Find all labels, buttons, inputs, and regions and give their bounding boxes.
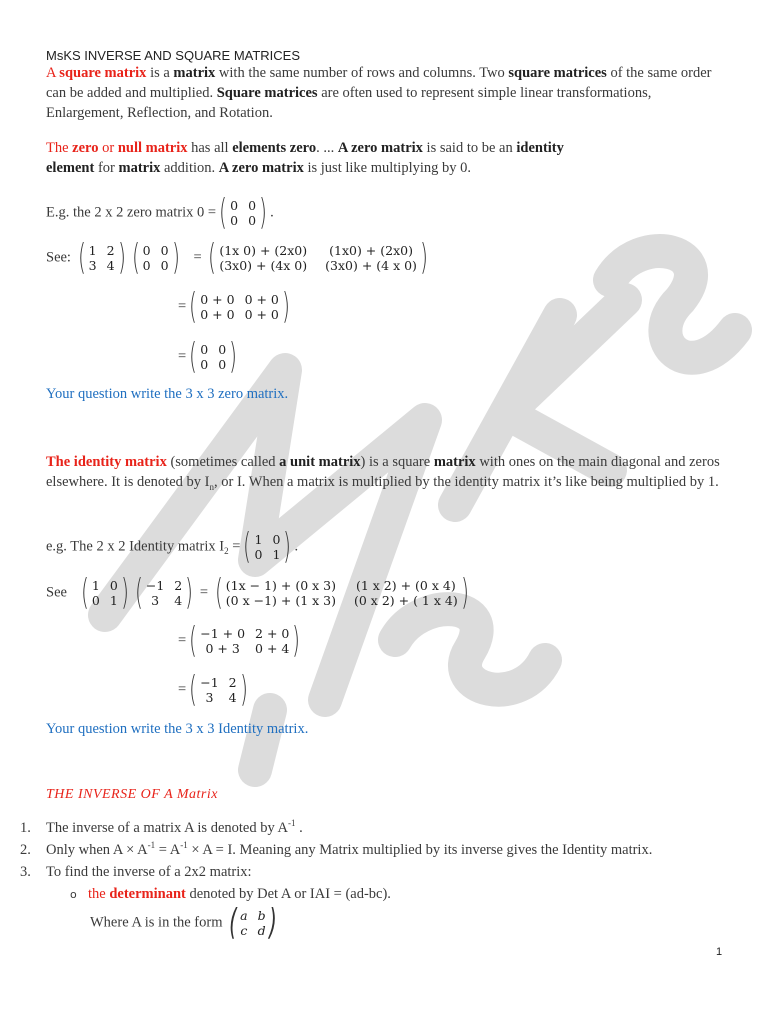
matrix-a: ( 1 2 3 4 )	[77, 237, 126, 278]
question-zero-matrix: Your question write the 3 x 3 zero matrix.	[46, 386, 289, 402]
matrix-identity: ( 1 0 0 1 )	[80, 572, 129, 613]
identity-matrix: ( 1 0 0 1 )	[243, 526, 292, 567]
paragraph-zero-matrix: The zero or null matrix has all elements zero. ... A zero matrix is said to be an identity element for matrix addition. A zero matrix is just like multiplying by 0.	[46, 140, 564, 176]
see-identity-multiplication: See ( 1 0 0 1 ) ( −1 2 3 4 ) = ( (1x − 1) + (0 x 3) (1 x 2) + (0 x 4) (0 x −1) + (1 x 3) (0 x 2) + ( 1 x 4) )	[46, 576, 472, 610]
list-item-1: 1. The inverse of a matrix A is denoted by $A^{-1}$ .	[20, 818, 303, 836]
document-header: MsKS INVERSE AND SQUARE MATRICES	[46, 48, 301, 63]
page-number: 1	[716, 946, 723, 958]
sub-item-form: Where A is in the form ( a b c d )	[90, 906, 280, 940]
see-identity-step3: = ( −1 2 3 4 )	[178, 669, 248, 710]
matrix-b: ( −1 2 3 4 )	[134, 572, 194, 613]
list-item-2: 2. Only when $A \times A^{-1} = A^{-1} \times A = I$. Meaning any Matrix multiplied by its inverse gives the Identity matrix.	[20, 840, 653, 858]
see-zero-step2: = ( 0 + 0 0 + 0 0 + 0 0 + 0 )	[178, 286, 290, 327]
paragraph-identity-matrix: The identity matrix (sometimes called a unit matrix) is a square matrix with ones on the main diagonal and zeros elsewhere. It is denoted by $I_n$, or I. When a matrix is multiplied by the identity matrix it’s like being multiplied by 1.	[46, 454, 720, 492]
example-zero-matrix: E.g. the 2 x 2 zero matrix 0 = ( 0 0 0 0 ) .	[46, 192, 274, 233]
see-zero-multiplication: See: ( 1 2 3 4 ) ( 0 0 0 0 ) = ( (1x 0) + (2x0) (1x0) + (2x0) (3x0) + (4x 0) (3x0) + (4 x 0) )	[46, 241, 431, 275]
see-identity-step2: = ( −1 + 0 2 + 0 0 + 3 0 + 4 )	[178, 620, 301, 661]
sub-item-determinant: o the determinant denoted by Det A or IAI = (ad-bc).	[70, 886, 391, 902]
matrix-form-abcd: ( a b c d )	[229, 902, 277, 943]
result-expanded: ( (1x 0) + (2x0) (1x0) + (2x0) (3x0) + (4x 0) (3x0) + (4 x 0) )	[208, 237, 428, 278]
matrix-zero: ( 0 0 0 0 )	[131, 237, 180, 278]
see-zero-step3: = ( 0 0 0 0 )	[178, 336, 238, 377]
identity-result-expanded: ( (1x − 1) + (0 x 3) (1 x 2) + (0 x 4) (0 x −1) + (1 x 3) (0 x 2) + ( 1 x 4) )	[214, 572, 469, 613]
list-item-3: 3. To find the inverse of a 2x2 matrix:	[20, 864, 252, 880]
question-identity-matrix: Your question write the 3 x 3 Identity matrix.	[46, 721, 309, 737]
section-title-inverse: THE INVERSE OF A Matrix	[46, 787, 218, 802]
paragraph-square-matrix: A square matrix is a matrix with the same number of rows and columns. Two square matrices of the same order can be added and multiplied. Square matrices are often used to represent simple linear transformations, Enlargement, Reflection, and Rotation.	[46, 65, 712, 121]
zero-matrix: ( 0 0 0 0 )	[219, 192, 267, 233]
example-identity-matrix: e.g. The 2 x 2 Identity matrix $I_2$ = ( 1 0 0 1 ) .	[46, 526, 299, 567]
